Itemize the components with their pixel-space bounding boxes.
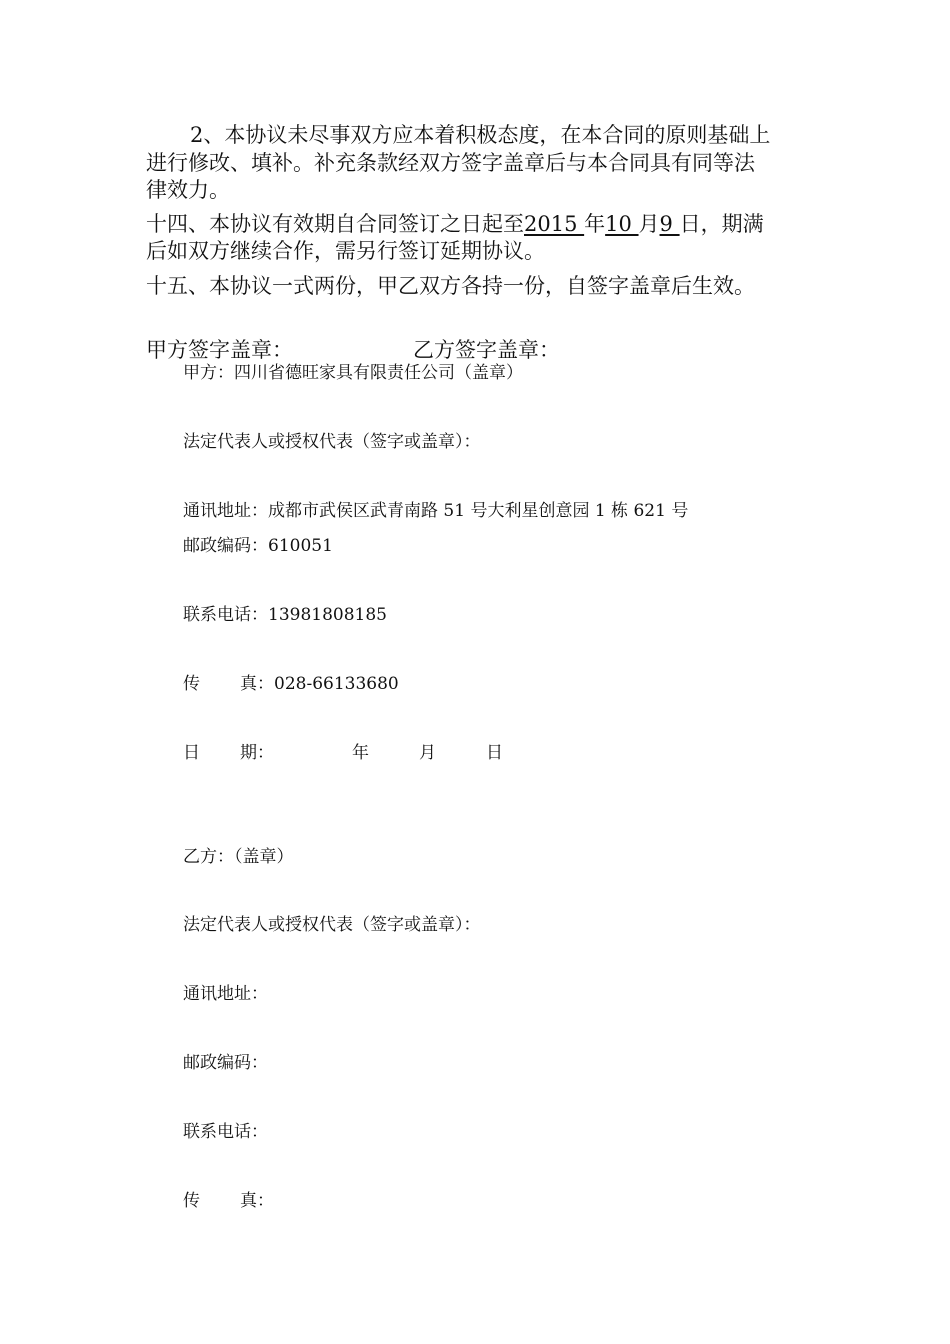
clause-14-line-1 [146,211,764,237]
party-b-name: 乙方：（盖章） [183,847,294,867]
party-a-date [183,742,503,764]
party-a-address: 通讯地址：成都市武侯区武青南路 51 号大利星创意园 1 栋 621 号 [183,501,689,521]
party-a-representative: 法定代表人或授权代表（签字或盖章）： [183,432,481,452]
party-b-phone: 联系电话： [183,1122,268,1142]
party-b-fax-label-1: 传 [183,1191,200,1211]
clause-14-line-2: 后如双方继续合作，需另行签订延期协议。 [146,239,545,263]
expiry-day: 9 [659,212,680,236]
party-b-address: 通讯地址： [183,984,268,1004]
clause-13-2-line-1: 2、本协议未尽事双方应本着积极态度，在本合同的原则基础上 [190,123,771,147]
party-a-date-month: 月 [419,743,436,763]
clause-13-2-line-3: 律效力。 [146,178,230,202]
party-b-signature-heading: 乙方签字盖章： [413,338,560,362]
expiry-month-unit: 月 [638,212,660,236]
party-a-fax-value: 真：028-66133680 [240,674,399,694]
clause-15: 十五、本协议一式两份，甲乙双方各持一份，自签字盖章后生效。 [146,274,755,298]
party-b-fax-label-2: 真： [240,1191,274,1211]
party-b-fax [183,1190,274,1212]
party-a-fax-label-1: 传 [183,674,200,694]
clause-14-suffix: 日，期满 [679,212,764,236]
expiry-year: 2015 [524,212,585,236]
party-b-postcode: 邮政编码： [183,1053,268,1073]
clause-14-prefix: 十四、本协议有效期自合同签订之日起至 [146,212,524,236]
party-a-name: 甲方：四川省德旺家具有限责任公司（盖章） [183,363,523,383]
party-b-representative: 法定代表人或授权代表（签字或盖章）： [183,915,481,935]
clause-13-2-line-2: 进行修改、填补。补充条款经双方签字盖章后与本合同具有同等法 [146,151,755,175]
party-a-date-label-1: 日 [183,743,200,763]
party-a-date-year: 年 [352,743,369,763]
party-a-fax [183,673,399,695]
expiry-month: 10 [605,212,639,236]
party-a-date-label-2: 期： [240,743,274,763]
party-a-signature-heading: 甲方签字盖章： [146,338,293,362]
party-a-postcode: 邮政编码：610051 [183,536,333,556]
party-a-phone: 联系电话：13981808185 [183,605,387,625]
party-a-date-day: 日 [486,743,503,763]
expiry-year-unit: 年 [584,212,606,236]
